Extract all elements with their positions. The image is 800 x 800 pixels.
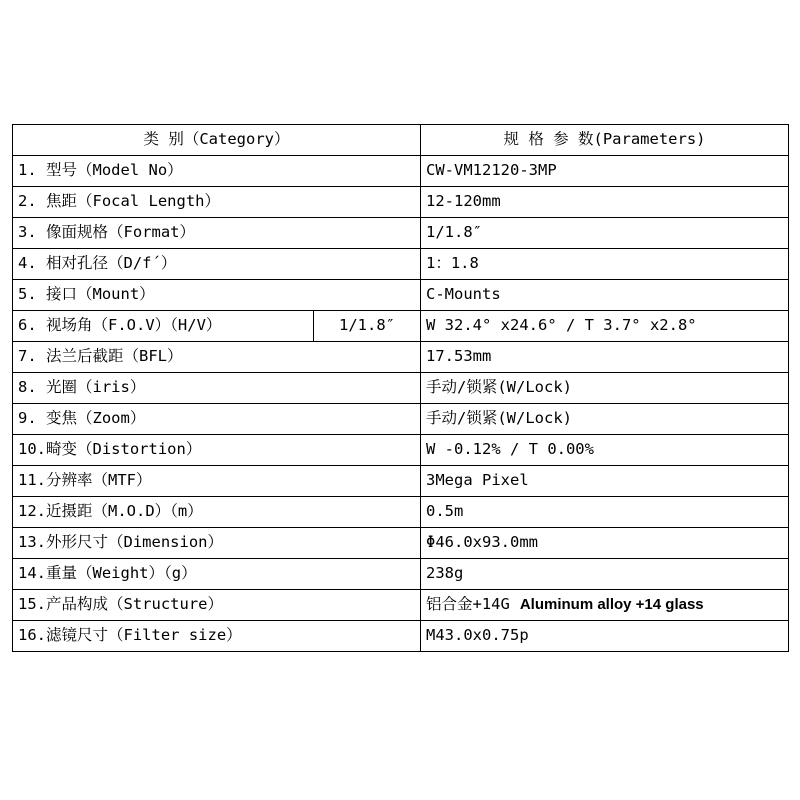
table-header-row	[13, 125, 789, 156]
row-label: 5. 接口（Mount）	[13, 280, 421, 311]
table-row	[13, 497, 789, 528]
row-value: 12-120mm	[421, 187, 789, 218]
row-label: 4. 相对孔径（D/f´）	[13, 249, 421, 280]
table-row	[13, 187, 789, 218]
row-value: 手动/锁紧(W/Lock)	[421, 404, 789, 435]
table-row	[13, 590, 789, 621]
row-label: 7. 法兰后截距（BFL）	[13, 342, 421, 373]
table-row	[13, 249, 789, 280]
table-row	[13, 404, 789, 435]
row-label: 2. 焦距（Focal Length）	[13, 187, 421, 218]
row-value: 238g	[421, 559, 789, 590]
row-label: 9. 变焦（Zoom）	[13, 404, 421, 435]
row-label: 13.外形尺寸（Dimension）	[13, 528, 421, 559]
row-label: 3. 像面规格（Format）	[13, 218, 421, 249]
header-category: 类 别（Category）	[13, 125, 421, 156]
row-value: 1：1.8	[421, 249, 789, 280]
row-label: 15.产品构成（Structure）	[13, 590, 421, 621]
table-row	[13, 528, 789, 559]
table-row	[13, 218, 789, 249]
row-value: 1/1.8″	[421, 218, 789, 249]
table-row	[13, 559, 789, 590]
table-row	[13, 373, 789, 404]
header-parameters: 规 格 参 数(Parameters)	[421, 125, 789, 156]
row-label: 8. 光圈（iris）	[13, 373, 421, 404]
row-label: 6. 视场角（F.O.V）（H/V）	[13, 311, 314, 342]
row-value: C-Mounts	[421, 280, 789, 311]
table-row	[13, 435, 789, 466]
row-value: 手动/锁紧(W/Lock)	[421, 373, 789, 404]
table-row	[13, 156, 789, 187]
row-value: 0.5m	[421, 497, 789, 528]
row-value: 3Mega Pixel	[421, 466, 789, 497]
row-label: 11.分辨率（MTF）	[13, 466, 421, 497]
table-row	[13, 342, 789, 373]
row-value: 铝合金+14G	[426, 595, 510, 614]
row-label: 10.畸变（Distortion）	[13, 435, 421, 466]
row-value-english: Aluminum alloy +14 glass	[519, 596, 704, 614]
row-value: Φ46.0x93.0mm	[421, 528, 789, 559]
row-value: CW-VM12120-3MP	[421, 156, 789, 187]
spec-table	[12, 124, 789, 652]
table-row	[13, 621, 789, 652]
row-value-cell	[421, 590, 789, 621]
table-row	[13, 466, 789, 497]
row-value: M43.0x0.75p	[421, 621, 789, 652]
row-value: W -0.12% / T 0.00%	[421, 435, 789, 466]
row-value: 17.53mm	[421, 342, 789, 373]
row-label: 1. 型号（Model No）	[13, 156, 421, 187]
row-label: 12.近摄距（M.O.D）（m）	[13, 497, 421, 528]
table-row	[13, 280, 789, 311]
row-label: 16.滤镜尺寸（Filter size）	[13, 621, 421, 652]
row-value: W 32.4° x24.6° / T 3.7° x2.8°	[421, 311, 789, 342]
row-label: 14.重量（Weight）（g）	[13, 559, 421, 590]
row-sub-value: 1/1.8″	[314, 311, 421, 342]
table-row	[13, 311, 789, 342]
